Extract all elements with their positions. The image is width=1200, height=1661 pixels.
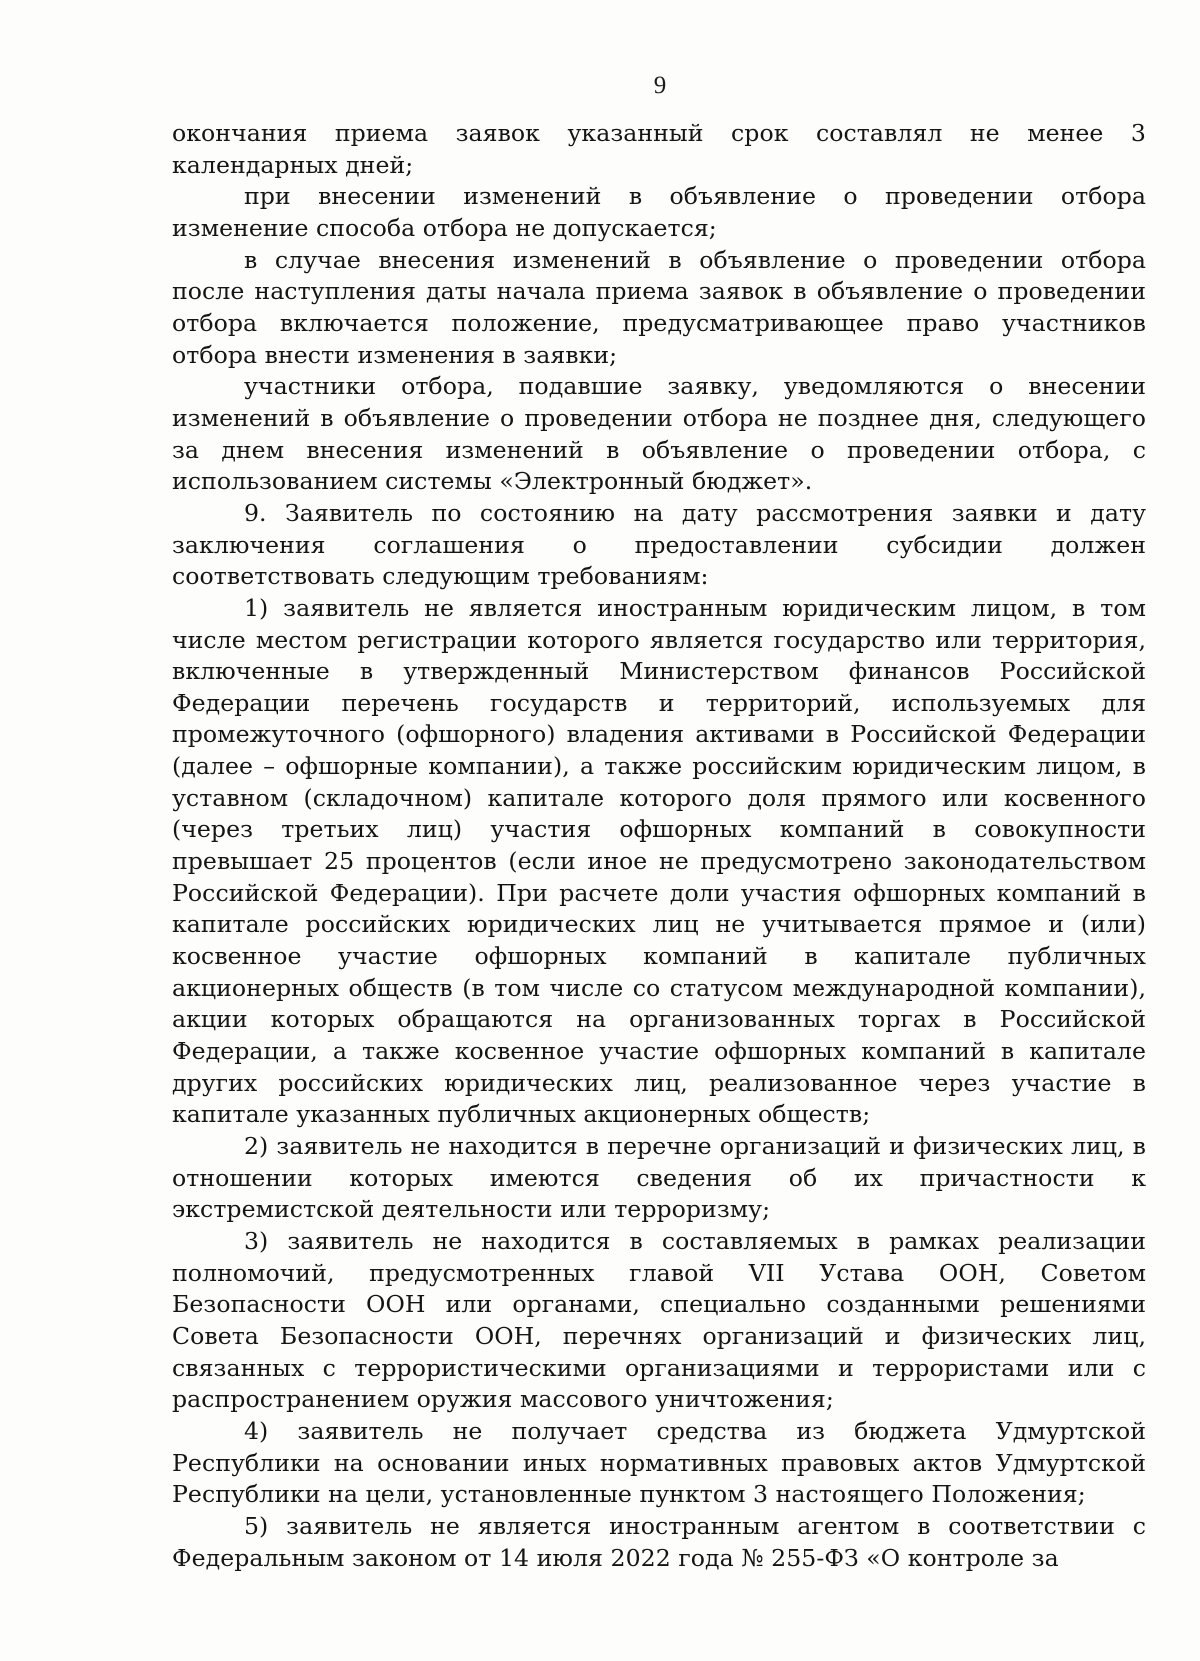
requirement-5: 5) заявитель не является иностранным агентом в соответствии с Федеральным законом от 14 июля 2022 года № 255-ФЗ «О контроле за [172,1511,1146,1572]
document-body [172,118,1146,1574]
requirement-1: 1) заявитель не является иностранным юридическим лицом, в том числе местом регистрации которого является государство или территория, включенные в утвержденный Министерством финансов Российской Федерации перечень государств и территорий, используемых для промежуточного (офшорного) владения активами в Российской Федерации (далее – офшорные компании), а также российским юридическим лицом, в уставном (складочном) капитале которого доля прямого или косвенного (через третьих лиц) участия офшорных компаний в совокупности превышает 25 процентов (если иное не предусмотрено законодательством Российской Федерации). При расчете доли участия офшорных компаний в капитале российских юридических лиц не учитывается прямое и (или) косвенное участие офшорных компаний в капитале публичных акционерных обществ (в том числе со статусом международной компании), акции которых обращаются на организованных торгах в Российской Федерации, а также косвенное участие офшорных компаний в капитале других российских юридических лиц, реализованное через участие в капитале указанных публичных акционерных обществ; [172,593,1146,1129]
requirement-2: 2) заявитель не находится в перечне организаций и физических лиц, в отношении которых имеются сведения об их причастности к экстремистской деятельности или терроризму; [172,1132,1146,1224]
paragraph: в случае внесения изменений в объявление о проведении отбора после наступления даты начала приема заявок в объявление о проведении отбора включается положение, предусматривающее право участников отбора внести изменения в заявки; [172,245,1146,369]
paragraph-continuation: окончания приема заявок указанный срок составлял не менее 3 календарных дней; [172,119,1146,179]
section-9-paragraph: 9. Заявитель по состоянию на дату рассмотрения заявки и дату заключения соглашения о предоставлении субсидии должен соответствовать следующим требованиям: [172,498,1146,591]
paragraph: участники отбора, подавшие заявку, уведомляются о внесении изменений в объявление о проведении отбора не позднее дня, следующего за днем внесения изменений в объявление о проведении отбора, с использованием системы «Электронный бюджет». [172,372,1146,496]
requirement-4: 4) заявитель не получает средства из бюджета Удмуртской Республики на основании иных нормативных правовых актов Удмуртской Республики на цели, установленные пунктом 3 настоящего Положения; [172,1416,1146,1509]
requirement-3: 3) заявитель не находится в составляемых в рамках реализации полномочий, предусмотренных главой VII Устава ООН, Советом Безопасности ООН или органами, специально созданными решениями Совета Безопасности ООН, перечнях организаций и физических лиц, связанных с террористическими организациями и террористами или с распространением оружия массового уничтожения; [172,1226,1146,1414]
page-number: 9 [653,72,667,99]
paragraph: при внесении изменений в объявление о проведении отбора изменение способа отбора не допускается; [172,182,1146,242]
